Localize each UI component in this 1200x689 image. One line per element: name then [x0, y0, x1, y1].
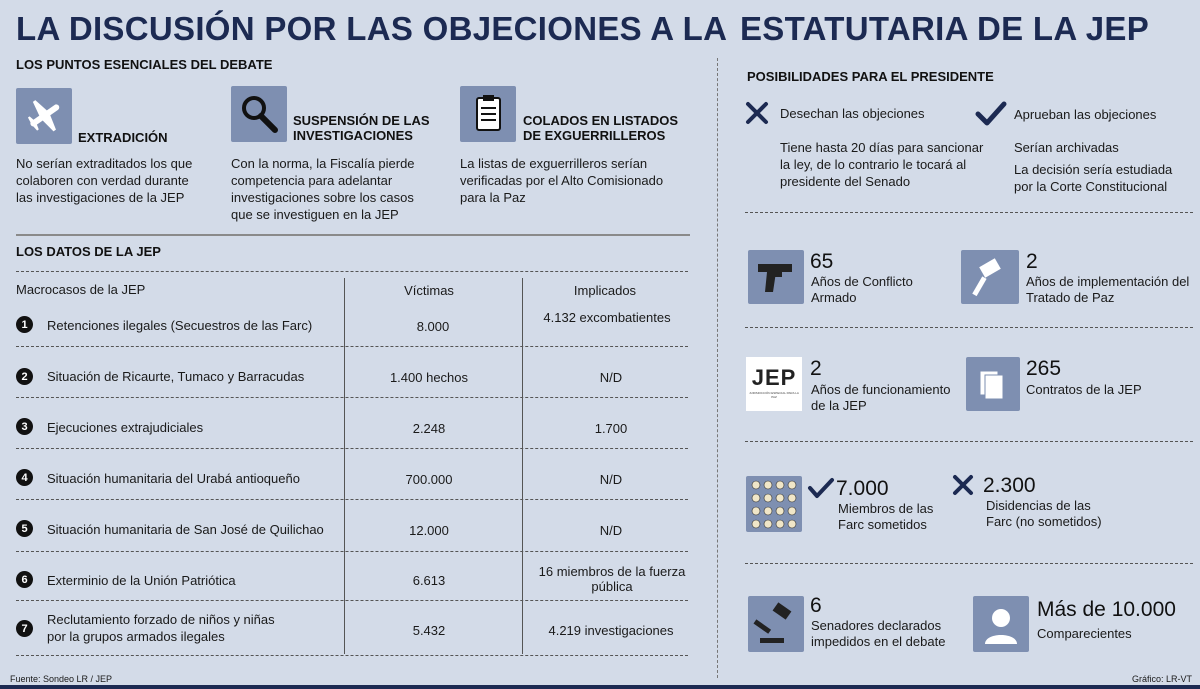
row-implicados: N/D: [599, 523, 623, 538]
row-divider: [16, 397, 688, 398]
row-implicados: 1.700: [594, 421, 628, 436]
puntos-separator: [16, 234, 690, 236]
row-number: 1: [16, 316, 33, 333]
row-victimas: 5.432: [412, 623, 446, 638]
clipboard-icon: [460, 86, 516, 142]
stat-label: Contratos de la JEP: [1026, 382, 1142, 397]
footer-source: Fuente: Sondeo LR / JEP: [10, 674, 113, 684]
row-victimas: 12.000: [409, 523, 449, 538]
col-header-implicados: Implicados: [573, 283, 637, 298]
aprueban-text-1: Serían archivadas: [1014, 140, 1119, 155]
row-divider: [16, 600, 688, 601]
datos-heading: LOS DATOS DE LA JEP: [16, 244, 161, 259]
row-label: Situación humanitaria de San José de Quilichao: [47, 522, 324, 537]
stat-label: Disidencias de las Farc (no sometidos): [986, 498, 1102, 529]
row-victimas: 6.613: [412, 573, 446, 588]
people-grid-icon: [746, 476, 802, 532]
posibilidades-heading: POSIBILIDADES PARA EL PRESIDENTE: [747, 69, 994, 84]
check-icon: [975, 100, 1007, 133]
airplane-icon: [16, 88, 72, 144]
stat-label: Comparecientes: [1037, 626, 1132, 641]
jep-logo-text: JEP: [751, 365, 797, 390]
title-left: LA DISCUSIÓN POR LAS OBJECIONES A LA: [16, 10, 728, 47]
separator: [745, 563, 1193, 564]
bottom-bar: [0, 685, 1200, 689]
stat-value: 2.300: [983, 474, 1036, 497]
row-label: Exterminio de la Unión Patriótica: [47, 573, 236, 588]
row-number: 6: [16, 571, 33, 588]
stat-label: Años de Conflicto Armado: [811, 274, 913, 305]
row-divider: [16, 448, 688, 449]
stat-value: 6: [810, 594, 822, 617]
row-implicados: 16 miembros de la fuerza pública: [538, 564, 686, 594]
col-divider-1: [344, 278, 345, 654]
aprueban-title: Aprueban las objeciones: [1014, 107, 1157, 122]
row-implicados: N/D: [599, 370, 623, 385]
stat-label: Años de funcionamiento de la JEP: [811, 382, 951, 413]
row-number: 4: [16, 469, 33, 486]
row-victimas: 2.248: [412, 421, 446, 436]
gavel-icon: [748, 596, 804, 652]
row-divider: [16, 499, 688, 500]
row-victimas: 1.400 hechos: [389, 370, 469, 385]
extradicion-title: EXTRADICIÓN: [78, 130, 168, 145]
row-label: Ejecuciones extrajudiciales: [47, 420, 204, 435]
x-icon: [952, 474, 974, 501]
row-number: 3: [16, 418, 33, 435]
row-number: 5: [16, 520, 33, 537]
title-right: ESTATUTARIA DE LA JEP: [740, 10, 1150, 47]
row-implicados: 4.219 investigaciones: [548, 623, 674, 638]
column-divider: [717, 58, 718, 678]
row-label: Reclutamiento forzado de niños y niñas por la grupos armados ilegales: [47, 612, 275, 644]
row-label: Situación humanitaria del Urabá antioqueño: [47, 471, 300, 486]
stat-value: 65: [810, 250, 834, 273]
jep-logo: [746, 357, 802, 411]
row-divider: [16, 655, 688, 656]
footer-credit: Gráfico: LR-VT: [1132, 674, 1193, 684]
separator: [745, 327, 1193, 328]
row-divider: [16, 551, 688, 552]
hammer-icon: [961, 250, 1019, 304]
col-divider-2: [522, 278, 523, 654]
row-number: 7: [16, 620, 33, 637]
stat-value: 2: [810, 357, 822, 380]
stat-value: Más de 10.000: [1037, 598, 1176, 621]
magnifier-icon: [231, 86, 287, 142]
table-top-line: [16, 271, 688, 272]
suspension-text: Con la norma, la Fiscalía pierde competencia para adelantar investigaciones sobre los casos que se investiguen en la JEP: [231, 156, 415, 222]
jep-logo-sub: JURISDICCIÓN ESPECIAL PARA LA PAZ: [749, 391, 799, 399]
row-victimas: 700.000: [405, 472, 453, 487]
person-icon: [973, 596, 1029, 652]
row-label: Situación de Ricaurte, Tumaco y Barracudas: [47, 369, 305, 384]
stat-label: Miembros de las Farc sometidos: [838, 501, 934, 532]
stat-label: Senadores declarados impedidos en el debate: [811, 618, 946, 649]
gun-icon: [748, 250, 804, 304]
stat-value: 7.000: [836, 477, 889, 500]
desechan-title: Desechan las objeciones: [780, 106, 925, 121]
row-victimas: 8.000: [416, 319, 450, 334]
separator: [745, 441, 1193, 442]
suspension-title: SUSPENSIÓN DE LAS INVESTIGACIONES: [293, 113, 430, 143]
colados-text: La listas de exguerrilleros serían verificadas por el Alto Comisionado para la Paz: [460, 156, 664, 205]
separator: [745, 212, 1193, 213]
stat-value: 265: [1026, 357, 1062, 380]
stat-label: Años de implementación del Tratado de Paz: [1026, 274, 1190, 305]
x-icon: [745, 101, 769, 130]
row-label: Retenciones ilegales (Secuestros de las Farc): [47, 318, 313, 333]
documents-icon: [966, 357, 1020, 411]
row-implicados: 4.132 excombatientes: [543, 310, 671, 325]
aprueban-text-2: La decisión sería estudiada por la Corte Constitucional: [1014, 162, 1173, 194]
row-divider: [16, 346, 688, 347]
stat-value: 2: [1026, 250, 1038, 273]
row-implicados: N/D: [599, 472, 623, 487]
puntos-heading: LOS PUNTOS ESENCIALES DEL DEBATE: [16, 57, 273, 72]
row-number: 2: [16, 368, 33, 385]
col-header-macrocasos: Macrocasos de la JEP: [16, 282, 146, 297]
colados-title: COLADOS EN LISTADOS DE EXGUERRILLEROS: [523, 113, 679, 143]
col-header-victimas: Víctimas: [404, 283, 454, 298]
extradicion-text: No serían extraditados los que colaboren con verdad durante las investigaciones de la JEP: [16, 156, 193, 205]
desechan-text: Tiene hasta 20 días para sancionar la ley, de lo contrario le tocará al presidente del Senado: [780, 140, 984, 189]
check-icon: [807, 476, 835, 505]
